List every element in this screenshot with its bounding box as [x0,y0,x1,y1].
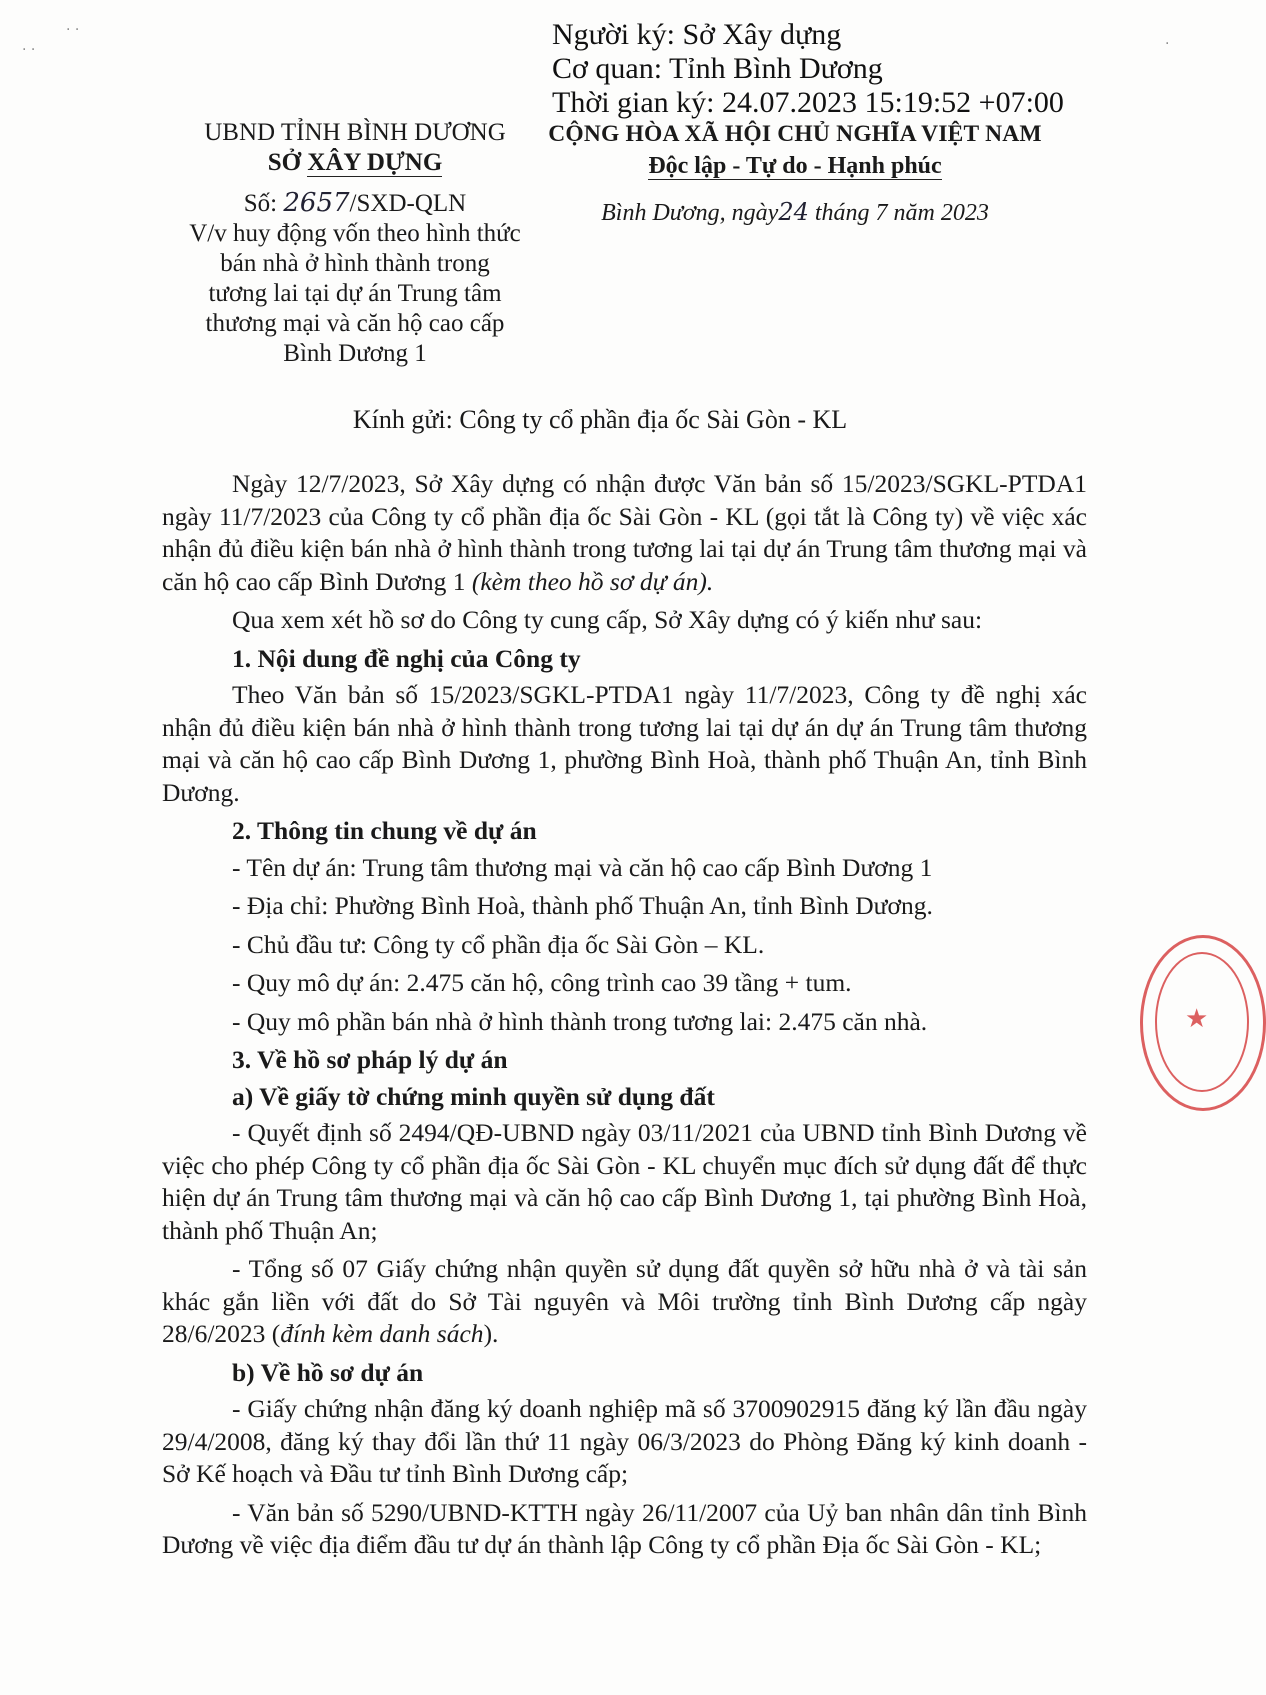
department-name: XÂY DỰNG [307,149,443,176]
issuer-agency: UBND TỈNH BÌNH DƯƠNG [204,119,506,146]
subsection-heading-a: a) Về giấy tờ chứng minh quyền sử dụng đất [232,1081,715,1111]
document-body [162,468,1087,1568]
scan-mark: . . [22,38,36,54]
paragraph-request: Theo Văn bản số 15/2023/SGKL-PTDA1 ngày 11/7/2023, Công ty đề nghị xác nhận đủ điều kiện bán nhà ở hình thành trong tương lai tại dự án dự án Trung tâm thương mại và căn hộ cao cấp Bình Dương 1, phường Bình Hoà, thành phố Thuận An, tỉnh Bình Dương. [162,680,1087,807]
scan-mark: · [1165,36,1170,52]
certificates-text: - Tổng số 07 Giấy chứng nhận quyền sử dụng đất quyền sở hữu nhà ở và tài sản khác gắn liền với đất do Sở Tài nguyên và Môi trường tỉnh Bình Dương cấp ngày 28/6/2023 ( [162,1254,1087,1348]
department-prefix: SỞ [267,149,308,176]
motto-text: Độc lập - Tự do - Hạnh phúc [648,153,942,179]
signature-time: Thời gian ký: 24.07.2023 15:19:52 +07:00 [552,86,1064,119]
project-info-item: - Quy mô dự án: 2.475 căn hộ, công trình cao 39 tầng + tum. [232,968,852,997]
paragraph-land-decision: - Quyết định số 2494/QĐ-UBND ngày 03/11/2021 của UBND tỉnh Bình Dương về việc cho phép Công ty cổ phần địa ốc Sài Gòn - KL chuyển mục đích sử dụng đất để thực hiện dự án Trung tâm thương mại và căn hộ cao cấp Bình Dương 1, tại phường Bình Hoà, thành phố Thuận An; [162,1118,1087,1245]
number-handwritten: 2657 [283,188,350,218]
national-title: CỘNG HÒA XÃ HỘI CHỦ NGHĨA VIỆT NAM [548,121,1042,147]
seal-star-icon: ★ [1185,1004,1209,1034]
section-heading-2: 2. Thông tin chung về dự án [232,816,537,845]
issuer-department [150,148,560,178]
section-heading-1: 1. Nội dung đề nghị của Công ty [232,643,581,673]
section-heading-3: 3. Về hồ sơ pháp lý dự án [232,1045,508,1074]
national-motto [540,150,1050,182]
paragraph-opinion: Qua xem xét hồ sơ do Công ty cung cấp, Sở Xây dựng có ý kiến như sau: [232,605,983,634]
paragraph-investment-location: - Văn bản số 5290/UBND-KTTH ngày 26/11/2007 của Uỷ ban nhân dân tỉnh Bình Dương về việc địa điểm đầu tư dự án thành lập Công ty cổ phần Địa ốc Sài Gòn - KL; [162,1497,1087,1559]
document-number [150,188,560,219]
paragraph-land-certificates [162,1253,1087,1351]
signature-signer: Người ký: Sở Xây dựng [552,18,842,51]
national-header [540,118,1050,229]
subject-line: bán nhà ở hình thành trong [220,250,490,277]
number-prefix: Số: [243,190,284,217]
paragraph-business-registration: - Giấy chứng nhận đăng ký doanh nghiệp mã số 3700902915 đăng ký lần đầu ngày 29/4/2008, đăng ký thay đổi lần thứ 11 ngày 06/3/2023 do Phòng Đăng ký kinh doanh - Sở Kế hoạch và Đầu tư tỉnh Bình Dương cấp; [162,1394,1087,1488]
number-suffix: /SXD-QLN [349,190,467,217]
date-prefix: Bình Dương, ngày [601,200,779,226]
signature-agency: Cơ quan: Tỉnh Bình Dương [552,52,883,85]
intro-note: (kèm theo hồ sơ dự án). [471,566,714,596]
paragraph-intro [162,468,1087,598]
scan-mark: · · [66,22,80,38]
issuer-header [150,118,560,369]
subject-line: V/v huy động vốn theo hình thức [189,220,521,247]
subject-line: thương mại và căn hộ cao cấp [205,310,505,337]
official-seal-icon [1140,935,1266,1111]
date-suffix: tháng 7 năm 2023 [808,200,989,226]
document-date [540,196,1050,229]
project-info-item: - Chủ đầu tư: Công ty cổ phần địa ốc Sài Gòn – KL. [232,929,765,959]
project-info-item: - Tên dự án: Trung tâm thương mại và căn hộ cao cấp Bình Dương 1 [232,852,933,882]
subsection-heading-b: b) Về hồ sơ dự án [232,1357,424,1387]
intro-text: Ngày 12/7/2023, Sở Xây dựng có nhận được Văn bản số 15/2023/SGKL-PTDA1 ngày 11/7/2023 của Công ty cổ phần địa ốc Sài Gòn - KL (gọi tắt là Công ty) về việc xác nhận đủ điều kiện bán nhà ở hình thành trong tương lai tại dự án Trung tâm thương mại và căn hộ cao cấp Bình Dương 1 [162,469,1087,596]
document-subject [150,219,560,369]
certificates-end: ). [483,1319,499,1348]
subject-line: Bình Dương 1 [283,340,427,367]
project-info-item: - Địa chỉ: Phường Bình Hoà, thành phố Thuận An, tỉnh Bình Dương. [232,891,933,920]
certificates-note: đính kèm danh sách [280,1319,484,1348]
project-info-item: - Quy mô phần bán nhà ở hình thành trong tương lai: 2.475 căn nhà. [232,1006,928,1036]
recipient-line: Kính gửi: Công ty cổ phần địa ốc Sài Gòn - KL [352,405,848,434]
date-day-handwritten: 24 [778,198,809,226]
digital-signature-block [552,18,1064,120]
subject-line: tương lai tại dự án Trung tâm [208,280,502,307]
